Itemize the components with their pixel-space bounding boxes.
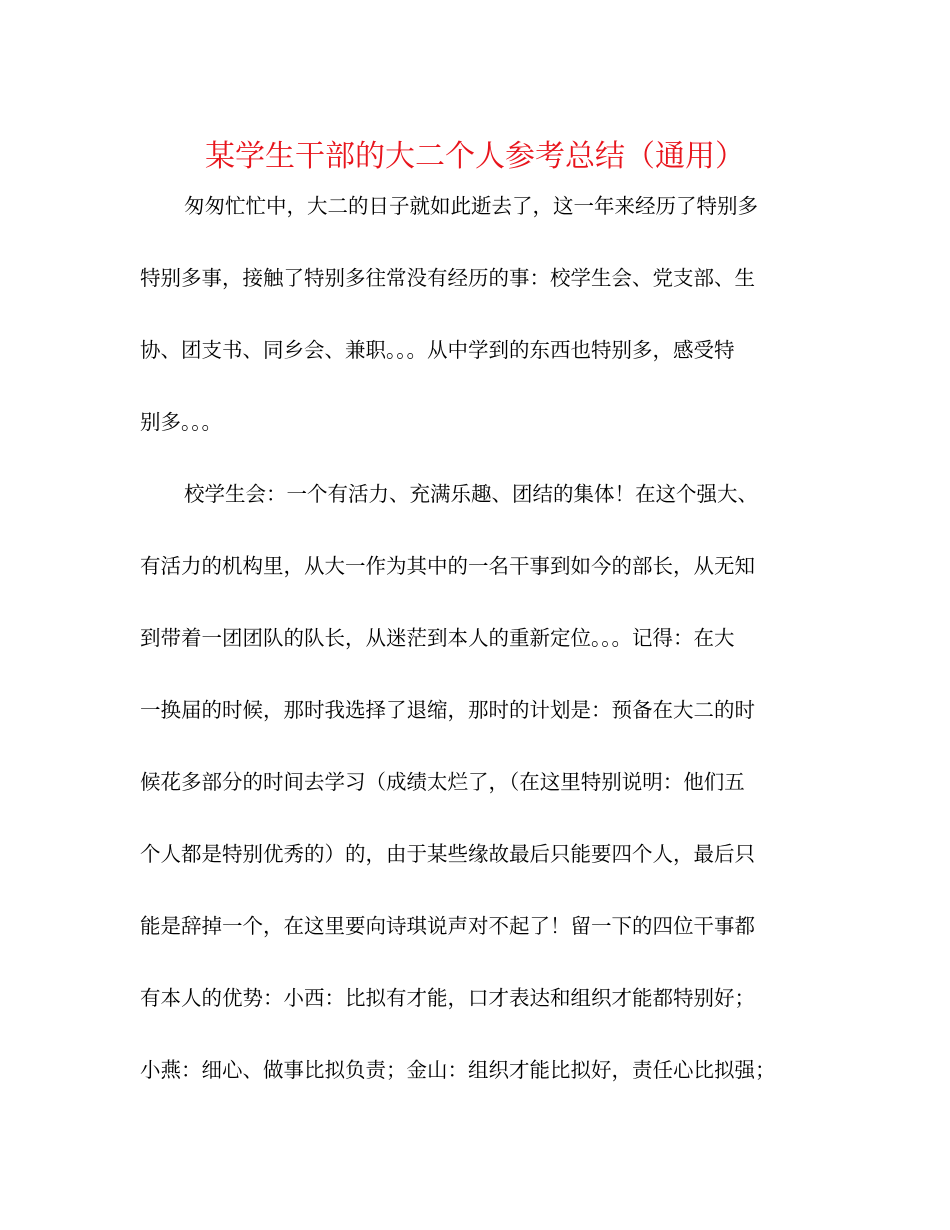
paragraph-line: 特别多事，接触了特别多往常没有经历的事：校学生会、党支部、生 xyxy=(140,266,755,290)
paragraph-line: 一换届的时候，那时我选择了退缩，那时的计划是：预备在大二的时 xyxy=(140,698,755,722)
document-title: 某学生干部的大二个人参考总结（通用） xyxy=(205,139,745,174)
paragraph-line: 小燕：细心、做事比拟负责；金山：组织才能比拟好，责任心比拟强； xyxy=(140,1058,776,1082)
paragraph-line: 匆匆忙忙中，大二的日子就如此逝去了，这一年来经历了特别多 xyxy=(184,194,758,218)
paragraph-line: 有本人的优势：小西：比拟有才能，口才表达和组织才能都特别好； xyxy=(140,986,755,1010)
paragraph-line: 别多。。。 xyxy=(140,410,222,434)
paragraph-line: 到带着一团团队的队长，从迷茫到本人的重新定位。。。记得：在大 xyxy=(140,626,735,650)
paragraph-line: 协、团支书、同乡会、兼职。。。从中学到的东西也特别多，感受特 xyxy=(140,338,735,362)
paragraph-line: 能是辞掉一个，在这里要向诗琪说声对不起了！留一下的四位干事都 xyxy=(140,914,755,938)
paragraph-line: 候花多部分的时间去学习（成绩太烂了，（在这里特别说明：他们五 xyxy=(140,770,745,794)
paragraph-line: 个人都是特别优秀的）的，由于某些缘故最后只能要四个人，最后只 xyxy=(140,842,755,866)
paragraph-line: 有活力的机构里，从大一作为其中的一名干事到如今的部长，从无知 xyxy=(140,554,755,578)
paragraph-line: 校学生会：一个有活力、充满乐趣、团结的集体！在这个强大、 xyxy=(184,482,758,506)
